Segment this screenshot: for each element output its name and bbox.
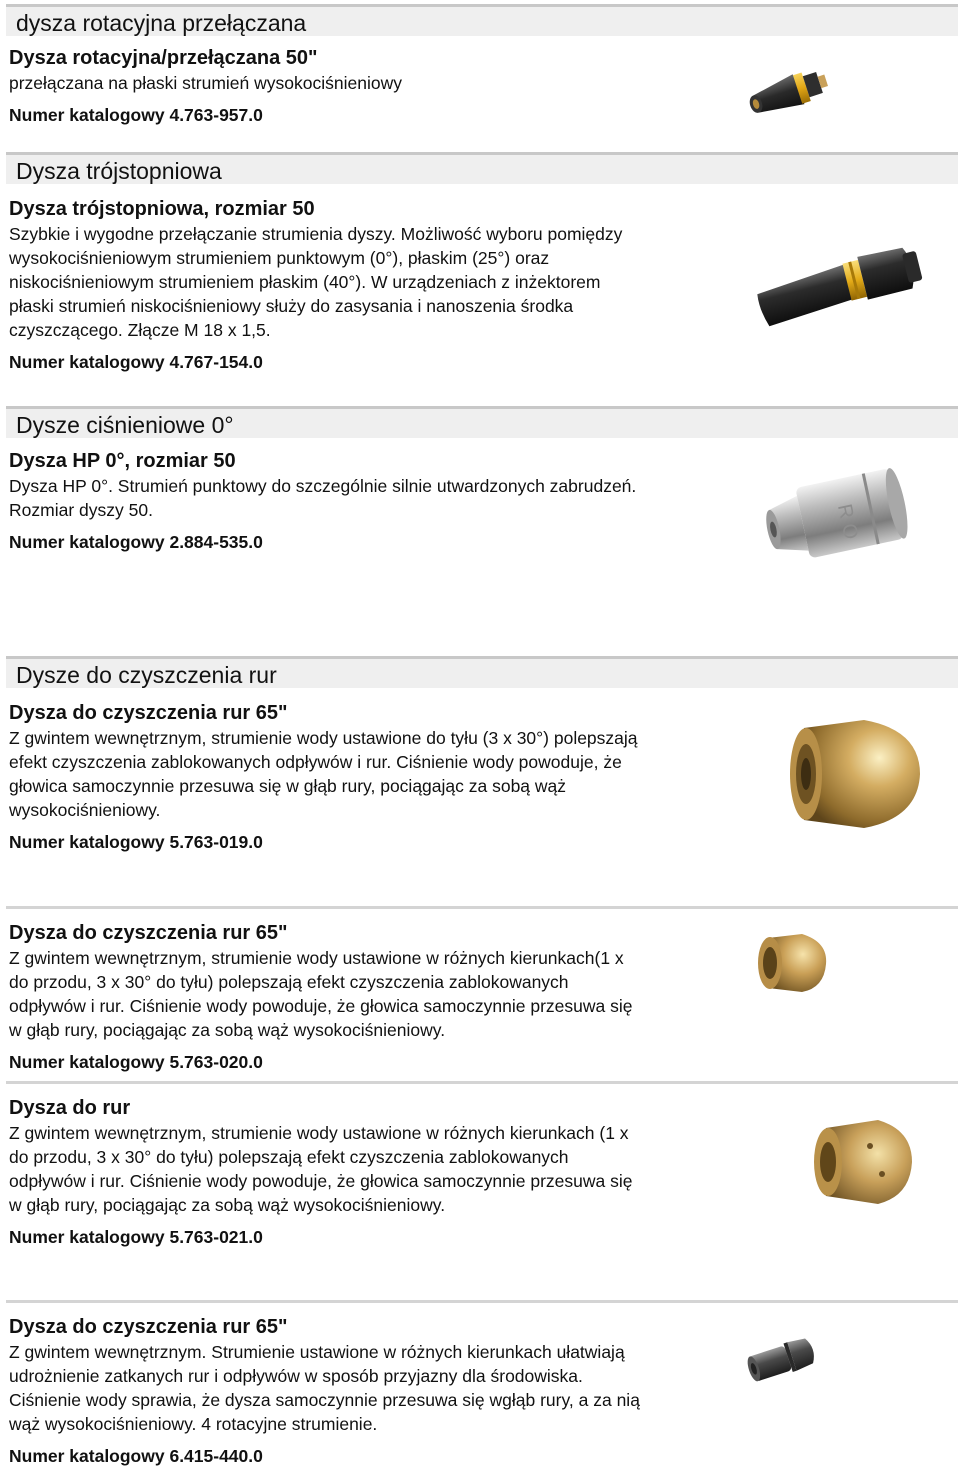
section-title: Dysza trójstopniowa	[16, 158, 222, 184]
description-line: płaski strumień niskociśnieniowy służy do zasysania i nanoszenia środka	[9, 296, 574, 316]
product-description	[9, 946, 739, 1042]
product-title: Dysza do czyszczenia rur 65"	[9, 922, 288, 944]
product-description	[9, 474, 739, 522]
description-line: wysokociśnieniowy.	[9, 800, 161, 820]
description-line: Z gwintem wewnętrznym, strumienie wody ustawione w różnych kierunkach (1 x	[9, 1123, 629, 1143]
pipe-nozzle-large-icon	[784, 710, 924, 835]
svg-text:R O: R O	[832, 502, 862, 542]
description-line: odpływów i rur. Ciśnienie wody powoduje, że głowica samoczynnie przesuwa się	[9, 996, 633, 1016]
product-title: Dysza do rur	[9, 1097, 131, 1119]
catalog-number: Numer katalogowy 5.763-019.0	[9, 832, 263, 852]
catalog-number: Numer katalogowy 5.763-020.0	[9, 1052, 263, 1072]
product-description	[9, 222, 739, 342]
catalog-number: Numer katalogowy 4.763-957.0	[9, 105, 263, 125]
section-title: dysza rotacyjna przełączana	[16, 10, 307, 36]
description-line: udrożnienie zatkanych rur i odpływów w sposób przyjazny dla środowiska.	[9, 1366, 583, 1386]
product-block	[9, 1095, 739, 1249]
description-line: do przodu, 3 x 30° do tyłu) polepszają efekt czyszczenia zablokowanych	[9, 972, 569, 992]
product-title: Dysza do czyszczenia rur 65"	[9, 702, 288, 724]
product-description	[9, 71, 739, 95]
product-title: Dysza do czyszczenia rur 65"	[9, 1316, 288, 1338]
product-title: Dysza trójstopniowa, rozmiar 50	[9, 198, 315, 220]
description-line: Dysza HP 0°. Strumień punktowy do szczególnie silnie utwardzonych zabrudzeń.	[9, 476, 637, 496]
description-line: Z gwintem wewnętrznym. Strumienie ustawione w różnych kierunkach ułatwiają	[9, 1342, 625, 1362]
section-header-rotary	[6, 4, 958, 36]
hp-nozzle-icon	[762, 466, 912, 566]
description-line: niskociśnieniowym strumieniem płaskim (40°). W urządzeniach z inżektorem	[9, 272, 601, 292]
description-line: Szybkie i wygodne przełączanie strumienia dyszy. Możliwość wyboru pomiędzy	[9, 224, 623, 244]
product-description	[9, 726, 739, 822]
product-description	[9, 1121, 739, 1217]
product-block	[9, 920, 739, 1074]
product-block	[9, 700, 739, 854]
description-line: wąż wysokociśnieniowy. 4 rotacyjne strumienie.	[9, 1414, 378, 1434]
description-line: Z gwintem wewnętrznym, strumienie wody ustawione w różnych kierunkach(1 x	[9, 948, 624, 968]
description-line: przełączana na płaski strumień wysokociśnieniowy	[9, 73, 402, 93]
description-line: odpływów i rur. Ciśnienie wody powoduje, że głowica samoczynnie przesuwa się	[9, 1171, 633, 1191]
divider	[6, 1300, 958, 1303]
product-description	[9, 1340, 739, 1436]
section-header-pipe	[6, 656, 958, 688]
product-title: Dysza rotacyjna/przełączana 50"	[9, 47, 318, 69]
description-line: do przodu, 3 x 30° do tyłu) polepszają efekt czyszczenia zablokowanych	[9, 1147, 569, 1167]
section-title: Dysze ciśnieniowe 0°	[16, 412, 234, 438]
product-title: Dysza HP 0°, rozmiar 50	[9, 450, 236, 472]
product-block	[9, 448, 739, 554]
section-title: Dysze do czyszczenia rur	[16, 662, 277, 688]
description-line: w głąb rury, pociągając za sobą wąż wysokociśnieniowy.	[9, 1195, 446, 1215]
product-block	[9, 45, 739, 127]
section-header-pressure	[6, 406, 958, 438]
triple-nozzle-icon	[750, 232, 930, 342]
section-header-triple	[6, 152, 958, 184]
pipe-nozzle-small-icon	[752, 928, 832, 998]
description-line: czyszczącego. Złącze M 18 x 1,5.	[9, 320, 271, 340]
description-line: głowica samoczynnie przesuwa się w głąb rury, pociągając za sobą wąż	[9, 776, 567, 796]
rotary-nozzle-icon	[740, 62, 840, 122]
catalog-number: Numer katalogowy 2.884-535.0	[9, 532, 263, 552]
catalog-number: Numer katalogowy 6.415-440.0	[9, 1446, 263, 1466]
description-line: w głąb rury, pociągając za sobą wąż wysokociśnieniowy.	[9, 1020, 446, 1040]
divider	[6, 906, 958, 909]
catalog-number: Numer katalogowy 5.763-021.0	[9, 1227, 263, 1247]
description-line: Rozmiar dyszy 50.	[9, 500, 153, 520]
product-block	[9, 196, 739, 374]
catalog-number: Numer katalogowy 4.767-154.0	[9, 352, 263, 372]
product-block	[9, 1314, 739, 1468]
description-line: efekt czyszczenia zablokowanych odpływów i rur. Ciśnienie wody powoduje, że	[9, 752, 622, 772]
divider	[6, 1081, 958, 1084]
pipe-nozzle-rotary-icon	[744, 1328, 824, 1388]
description-line: wysokociśnieniowym strumieniem punktowym (0°), płaskim (25°) oraz	[9, 248, 550, 268]
description-line: Ciśnienie wody sprawia, że dysza samoczynnie przesuwa się wgłąb rury, a za nią	[9, 1390, 640, 1410]
pipe-nozzle-medium-icon	[808, 1112, 918, 1212]
description-line: Z gwintem wewnętrznym, strumienie wody ustawione do tyłu (3 x 30°) polepszają	[9, 728, 638, 748]
